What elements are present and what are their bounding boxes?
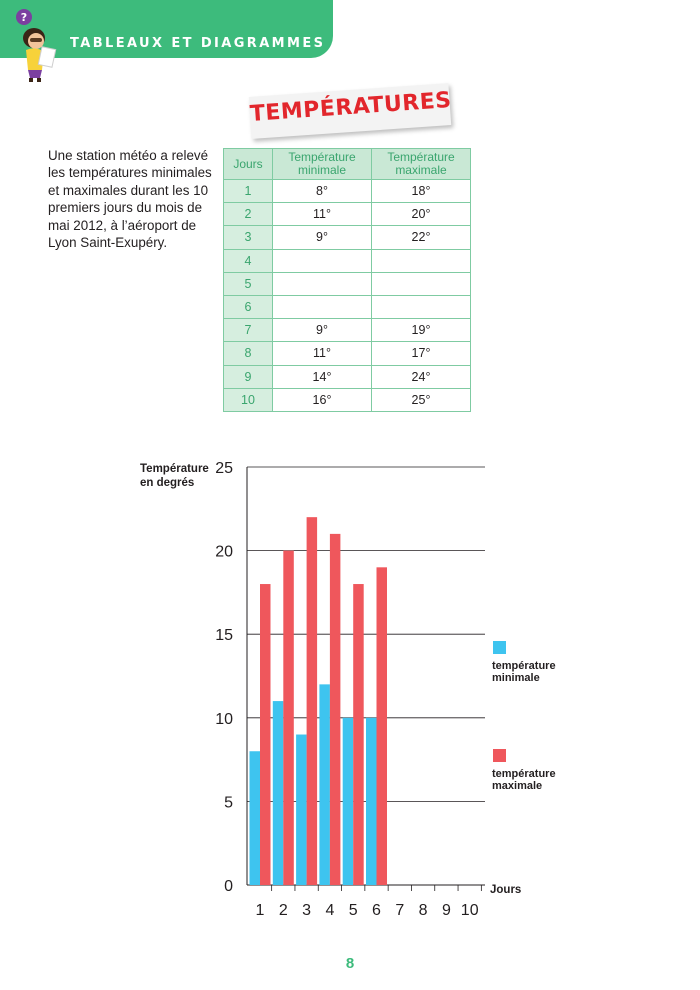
x-tick-label: 4 xyxy=(325,902,335,919)
header-days: Jours xyxy=(224,149,273,180)
x-tick-label: 6 xyxy=(372,902,381,919)
bar-min-day-3 xyxy=(296,735,307,885)
max-cell: 18° xyxy=(372,180,471,203)
page-title: TEMPÉRATURES xyxy=(249,87,453,127)
min-cell: 9° xyxy=(273,319,372,342)
x-tick-label: 8 xyxy=(418,902,428,919)
x-tick-label: 2 xyxy=(278,902,288,919)
bar-min-day-5 xyxy=(343,718,354,885)
x-tick-label: 5 xyxy=(348,902,358,919)
min-cell: 14° xyxy=(273,365,372,388)
max-cell: 17° xyxy=(372,342,471,365)
min-cell: 11° xyxy=(273,203,372,226)
day-cell: 5 xyxy=(224,272,273,295)
x-tick-label: 9 xyxy=(441,902,451,919)
day-cell: 10 xyxy=(224,388,273,411)
header-min-temperature: Température minimale xyxy=(273,149,372,180)
min-cell: 9° xyxy=(273,226,372,249)
bar-min-day-2 xyxy=(273,701,284,885)
day-cell: 8 xyxy=(224,342,273,365)
y-tick-label: 0 xyxy=(224,878,233,895)
day-cell: 2 xyxy=(224,203,273,226)
max-cell: 22° xyxy=(372,226,471,249)
y-tick-label: 10 xyxy=(215,710,233,728)
max-cell: 24° xyxy=(372,365,471,388)
legend-label: température xyxy=(492,660,556,672)
question-badge-text: ? xyxy=(20,11,28,24)
max-cell: 20° xyxy=(372,203,471,226)
legend-swatch-min xyxy=(493,641,506,654)
min-cell: 8° xyxy=(273,180,372,203)
intro-paragraph: Une station météo a relevé les températures minimales et maximales durant les 10 premiers jours du mois de mai 2012, à l’aéroport de Lyon Saint-Exupéry. xyxy=(48,148,212,251)
y-axis-label: Température xyxy=(140,463,209,475)
legend-swatch-max xyxy=(493,749,506,762)
min-cell: 16° xyxy=(273,388,372,411)
page-number: 8 xyxy=(345,955,355,972)
y-tick-label: 20 xyxy=(215,543,233,561)
legend-label: maximale xyxy=(492,780,543,792)
legend-label: température xyxy=(492,768,556,780)
bar-max-day-3 xyxy=(307,517,318,885)
bar-min-day-6 xyxy=(366,718,377,885)
y-axis-label: en degrés xyxy=(140,477,195,489)
header-max-temperature: Température maximale xyxy=(372,149,471,180)
x-axis-label: Jours xyxy=(490,884,522,896)
y-tick-label: 5 xyxy=(224,794,233,812)
day-cell: 9 xyxy=(224,365,273,388)
day-cell: 1 xyxy=(224,180,273,203)
bar-max-day-4 xyxy=(330,534,341,885)
max-cell: 19° xyxy=(372,319,471,342)
day-cell: 3 xyxy=(224,226,273,249)
max-cell: 25° xyxy=(372,388,471,411)
min-cell: 11° xyxy=(273,342,372,365)
day-cell: 7 xyxy=(224,319,273,342)
x-tick-label: 1 xyxy=(255,902,265,919)
legend-label: minimale xyxy=(492,672,540,684)
bar-max-day-1 xyxy=(260,584,271,885)
x-tick-label: 7 xyxy=(395,902,405,919)
bar-max-day-2 xyxy=(283,551,294,885)
day-cell: 4 xyxy=(224,249,273,272)
header-title: TABLEAUX ET DIAGRAMMES xyxy=(70,36,326,51)
x-tick-label: 3 xyxy=(302,902,312,919)
bar-min-day-1 xyxy=(250,751,261,885)
x-tick-label: 10 xyxy=(460,902,479,919)
bar-max-day-6 xyxy=(377,567,388,885)
y-tick-label: 15 xyxy=(215,627,233,645)
day-cell: 6 xyxy=(224,295,273,318)
y-tick-label: 25 xyxy=(215,460,233,477)
bar-max-day-5 xyxy=(353,584,364,885)
bar-min-day-4 xyxy=(319,684,330,885)
